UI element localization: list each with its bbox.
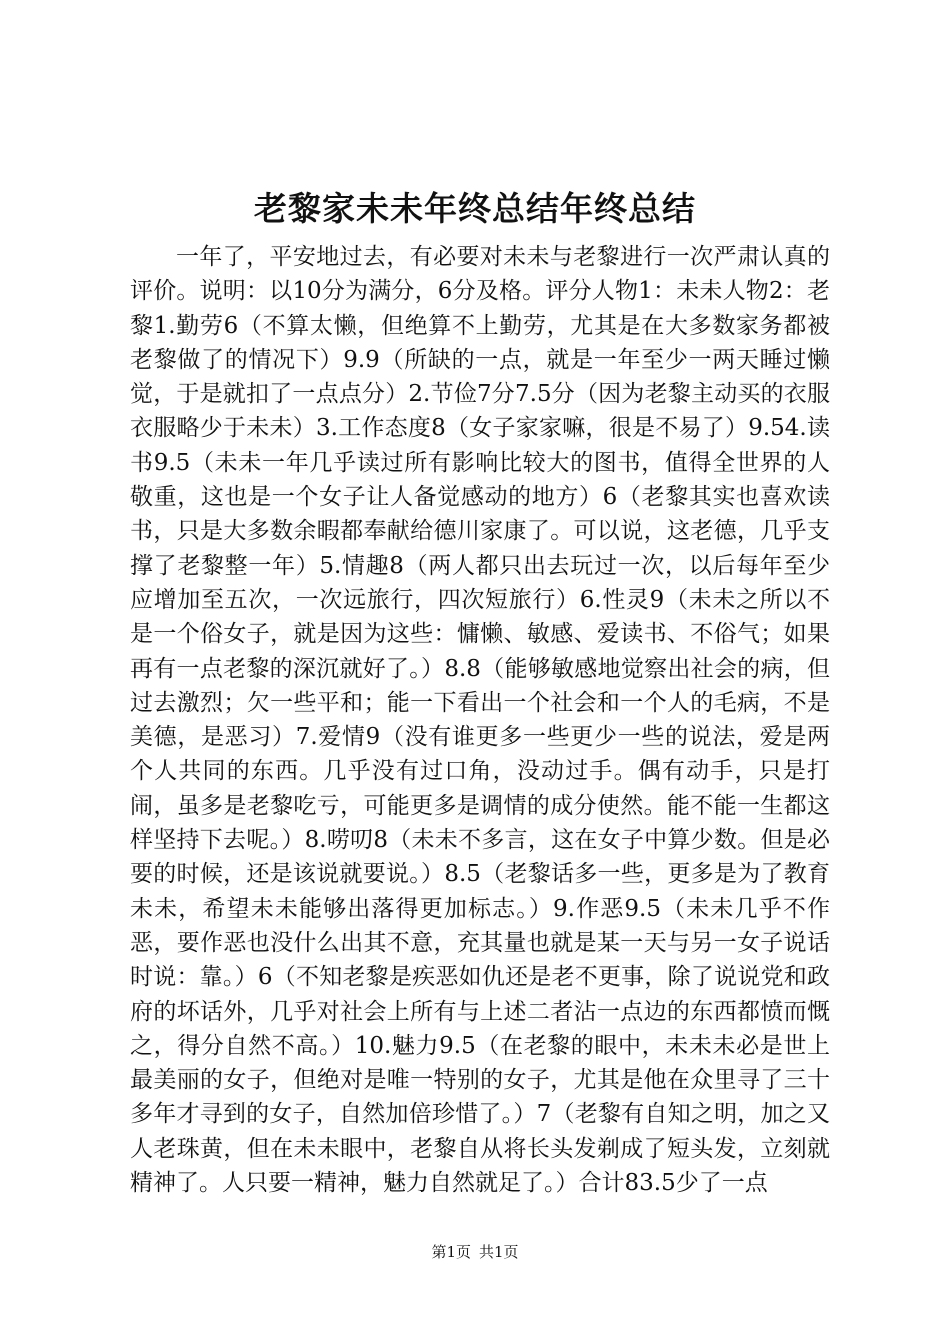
page-total: 共1页 <box>479 1243 519 1261</box>
page-footer <box>0 1242 950 1262</box>
document-title: 老黎家未未年终总结年终总结 <box>254 189 696 228</box>
body-paragraph: 一年了，平安地过去，有必要对未未与老黎进行一次严肃认真的评价。说明：以10分为满分，6分及格。评分人物1：未未人物2：老黎1.勤劳6（不算太懒，但绝算不上勤劳，尤其是在大多数家务都被老黎做了的情况下）9.9（所缺的一点，就是一年至少一两天睡过懒觉，于是就扣了一点点分）2.节俭7分7.5分（因为老黎主动买的衣服衣服略少于未未）3.工作态度8（女子家家嘛，很是不易了）9.54.读书9.5（未未一年几乎读过所有影响比较大的图书，值得全世界的人敬重，这也是一个女子让人备觉感动的地方）6（老黎其实也喜欢读书，只是大多数余暇都奉献给德川家康了。可以说，这老德，几乎支撑了老黎整一年）5.情趣8（两人都只出去玩过一次，以后每年至少应增加至五次，一次远旅行，四次短旅行）6.性灵9（未未之所以不是一个俗女子，就是因为这些：慵懒、敏感、爱读书、不俗气；如果再有一点老黎的深沉就好了。）8.8（能够敏感地觉察出社会的病，但过去激烈；欠一些平和；能一下看出一个社会和一个人的毛病，不是美德，是恶习）7.爱情9（没有谁更多一些更少一些的说法，爱是两个人共同的东西。几乎没有过口角，没动过手。偶有动手，只是打闹，虽多是老黎吃亏，可能更多是调情的成分使然。能不能一生都这样坚持下去呢。）8.唠叨8（未未不多言，这在女子中算少数。但是必要的时候，还是该说就要说。）8.5（老黎话多一些，更多是为了教育未未，希望未未能够出落得更加标志。）9.作恶9.5（未未几乎不作恶，要作恶也没什么出其不意，充其量也就是某一天与另一女子说话时说：靠。）6（不知老黎是疾恶如仇还是老不更事，除了说说党和政府的坏话外，几乎对社会上所有与上述二者沾一点边的东西都愤而慨之，得分自然不高。）10.魅力9.5（在老黎的眼中，未未未必是世上最美丽的女子，但绝对是唯一特别的女子，尤其是他在众里寻了三十多年才寻到的女子，自然加倍珍惜了。）7（老黎有自知之明，加之又人老珠黄，但在未未眼中，老黎自从将长头发剃成了短头发，立刻就精神了。人只要一精神，魅力自然就足了。）合计83.5少了一点 <box>130 244 830 1197</box>
page-number: 第1页 <box>431 1243 471 1261</box>
